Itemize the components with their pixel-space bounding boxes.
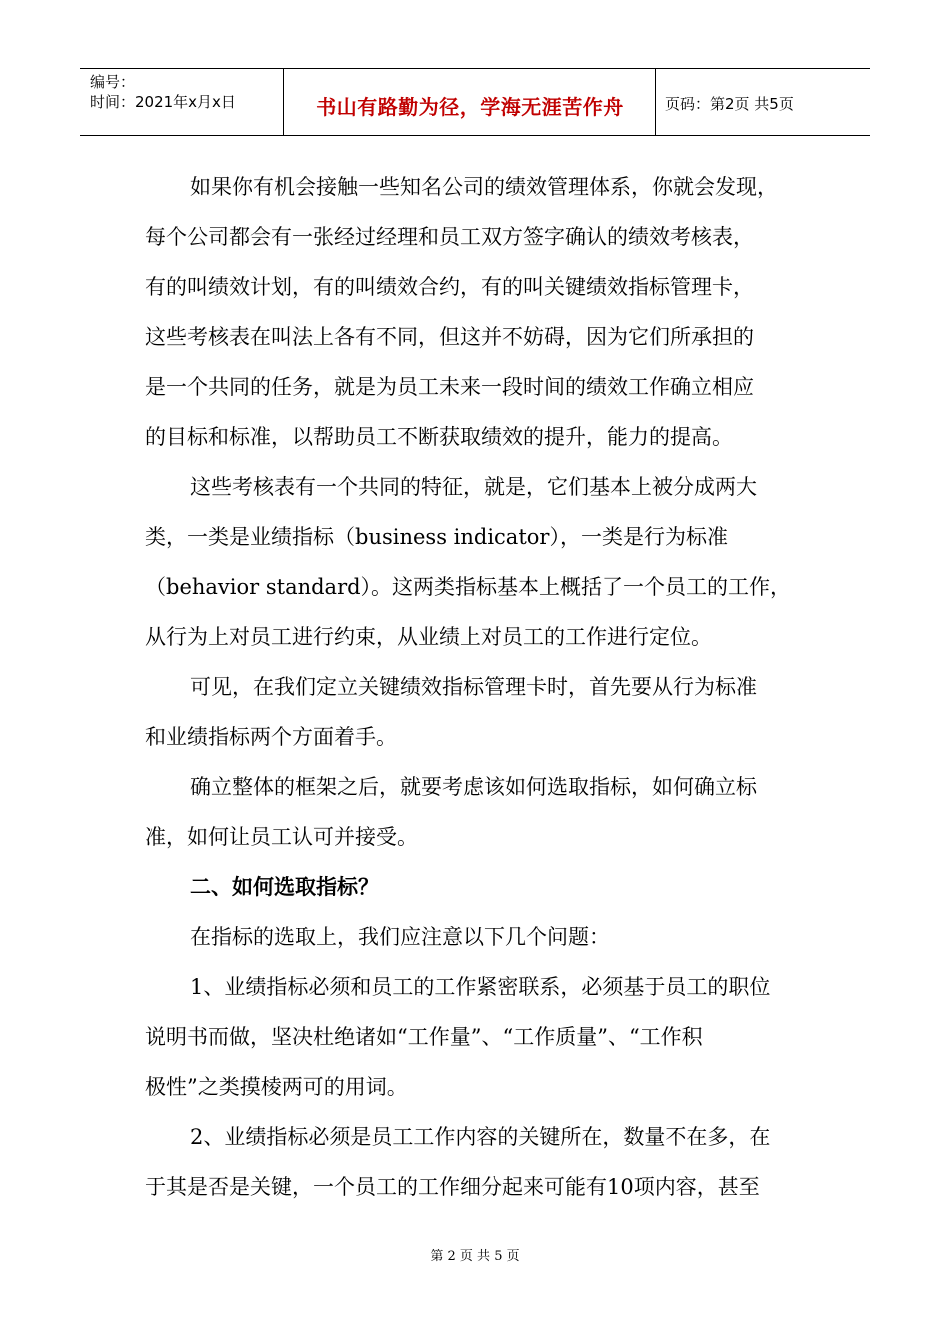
header-table <box>80 68 870 136</box>
body-line: 2、业绩指标必须是员工工作内容的关键所在，数量不在多，在 <box>190 1125 771 1149</box>
body-line: 从行为上对员工进行约束，从业绩上对员工的工作进行定位。 <box>145 625 712 649</box>
body-line: 有的叫绩效计划，有的叫绩效合约，有的叫关键绩效指标管理卡， <box>145 275 754 299</box>
body-line: 确立整体的框架之后，就要考虑该如何选取指标，如何确立标 <box>190 775 757 799</box>
document-time-label: 时间：2021年x月x日 <box>90 93 236 111</box>
section-heading: 二、如何选取指标？ <box>190 874 379 899</box>
header-motto: 书山有路勤为径，学海无涯苦作舟 <box>316 95 624 119</box>
body-line: 每个公司都会有一张经过经理和员工双方签字确认的绩效考核表， <box>145 225 754 249</box>
body-line: 准，如何让员工认可并接受。 <box>145 825 418 849</box>
document-number-label: 编号： <box>90 73 136 91</box>
body-line: 这些考核表有一个共同的特征，就是，它们基本上被分成两大 <box>190 475 757 499</box>
header-motto-cell <box>284 69 656 135</box>
body-line: 如果你有机会接触一些知名公司的绩效管理体系，你就会发现， <box>190 175 778 199</box>
body-line: 可见，在我们定立关键绩效指标管理卡时，首先要从行为标准 <box>190 675 757 699</box>
body-line: 的目标和标准，以帮助员工不断获取绩效的提升，能力的提高。 <box>145 425 733 449</box>
body-line: 说明书而做，坚决杜绝诸如“工作量”、“工作质量”、“工作积 <box>145 1025 703 1049</box>
document-body <box>145 162 825 1212</box>
header-meta-cell <box>80 69 284 135</box>
body-line: 是一个共同的任务，就是为员工未来一段时间的绩效工作确立相应 <box>145 375 754 399</box>
body-line: 类，一类是业绩指标（business indicator），一类是行为标准 <box>145 525 728 549</box>
body-line: 极性”之类摸棱两可的用词。 <box>145 1075 408 1099</box>
header-page-info: 页码：第2页 共5页 <box>665 95 794 113</box>
body-line: 在指标的选取上，我们应注意以下几个问题： <box>190 925 610 949</box>
body-line: 1、业绩指标必须和员工的工作紧密联系，必须基于员工的职位 <box>190 975 771 999</box>
body-line: 和业绩指标两个方面着手。 <box>145 725 397 749</box>
header-page-cell <box>656 69 870 135</box>
body-line: 这些考核表在叫法上各有不同，但这并不妨碍，因为它们所承担的 <box>145 325 754 349</box>
page-footer: 第 2 页 共 5 页 <box>430 1249 520 1264</box>
body-line: （behavior standard）。这两类指标基本上概括了一个员工的工作， <box>145 575 792 599</box>
body-line: 于其是否是关键，一个员工的工作细分起来可能有10项内容，甚至 <box>145 1175 760 1199</box>
